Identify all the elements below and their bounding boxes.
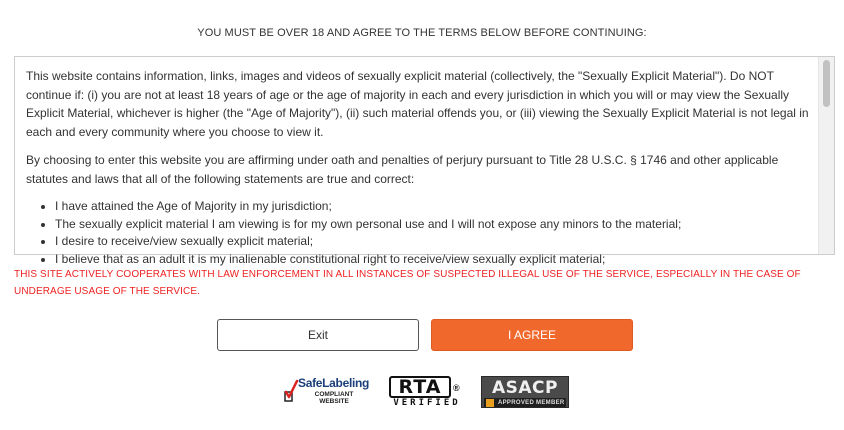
- rta-verified-label: VERIFIED: [393, 398, 461, 408]
- safelabeling-title: SafeLabeling: [298, 376, 370, 390]
- scrollbar-thumb[interactable]: [823, 60, 830, 107]
- terms-content: [26, 67, 821, 268]
- list-item: The sexually explicit material I am viewing is for my own personal use and I will not expose any minors to the material;: [26, 216, 821, 234]
- asacp-subtitle-bar: [484, 398, 566, 407]
- safelabeling-line2: WEBSITE: [319, 398, 349, 405]
- agree-button[interactable]: I AGREE: [431, 319, 633, 351]
- safelabeling-badge[interactable]: [283, 376, 369, 408]
- exit-button[interactable]: Exit: [217, 319, 419, 351]
- list-item: I desire to receive/view sexually explicit material;: [26, 233, 821, 251]
- checkbox-icon: [486, 399, 494, 407]
- terms-list: [26, 198, 821, 268]
- terms-paragraph-2: By choosing to enter this website you are affirming under oath and penalties of perjury pursuant to Title 28 U.S.C. § 1746 and other applicable statutes and laws that all of the following statements are true and correct:: [26, 153, 779, 186]
- terms-paragraph-1: This website contains information, links, images and videos of sexually explicit material (collectively, the "Sexually Explicit Material"). Do NOT continue if: (i) you are not at least 18 years of age or the age of majority in each and every jurisdiction in which you will or may view the Sexually Explicit Material, whichever is higher (the "Age of Majority"), (ii) such material offends you, or (iii) viewing the Sexually Explicit Material is not legal in each and every community where you choose to view it.: [26, 69, 809, 139]
- rta-logo: RTA: [389, 376, 451, 398]
- terms-scroll-box[interactable]: [14, 56, 835, 266]
- list-item: I believe that as an adult it is my inalienable constitutional right to receive/view sexually explicit material;: [26, 251, 821, 269]
- asacp-title: ASACP: [492, 378, 558, 398]
- safelabeling-line1: COMPLIANT: [314, 391, 354, 398]
- terms-scrollbar[interactable]: [818, 57, 834, 254]
- asacp-subtitle: APPROVED MEMBER: [498, 399, 565, 406]
- page-title: YOU MUST BE OVER 18 AND AGREE TO THE TERMS BELOW BEFORE CONTINUING:: [197, 27, 647, 39]
- law-enforcement-warning: THIS SITE ACTIVELY COOPERATES WITH LAW ENFORCEMENT IN ALL INSTANCES OF SUSPECTED ILLEGAL USE OF THE SERVICE, ESPECIALLY IN THE CASE OF UNDERAGE USAGE OF THE SERVICE.: [14, 269, 801, 297]
- list-item: I have attained the Age of Majority in my jurisdiction;: [26, 198, 821, 216]
- checkmark-icon: [284, 380, 298, 404]
- rta-badge[interactable]: [389, 376, 465, 408]
- registered-mark: ®: [453, 383, 460, 393]
- asacp-badge[interactable]: [481, 376, 569, 408]
